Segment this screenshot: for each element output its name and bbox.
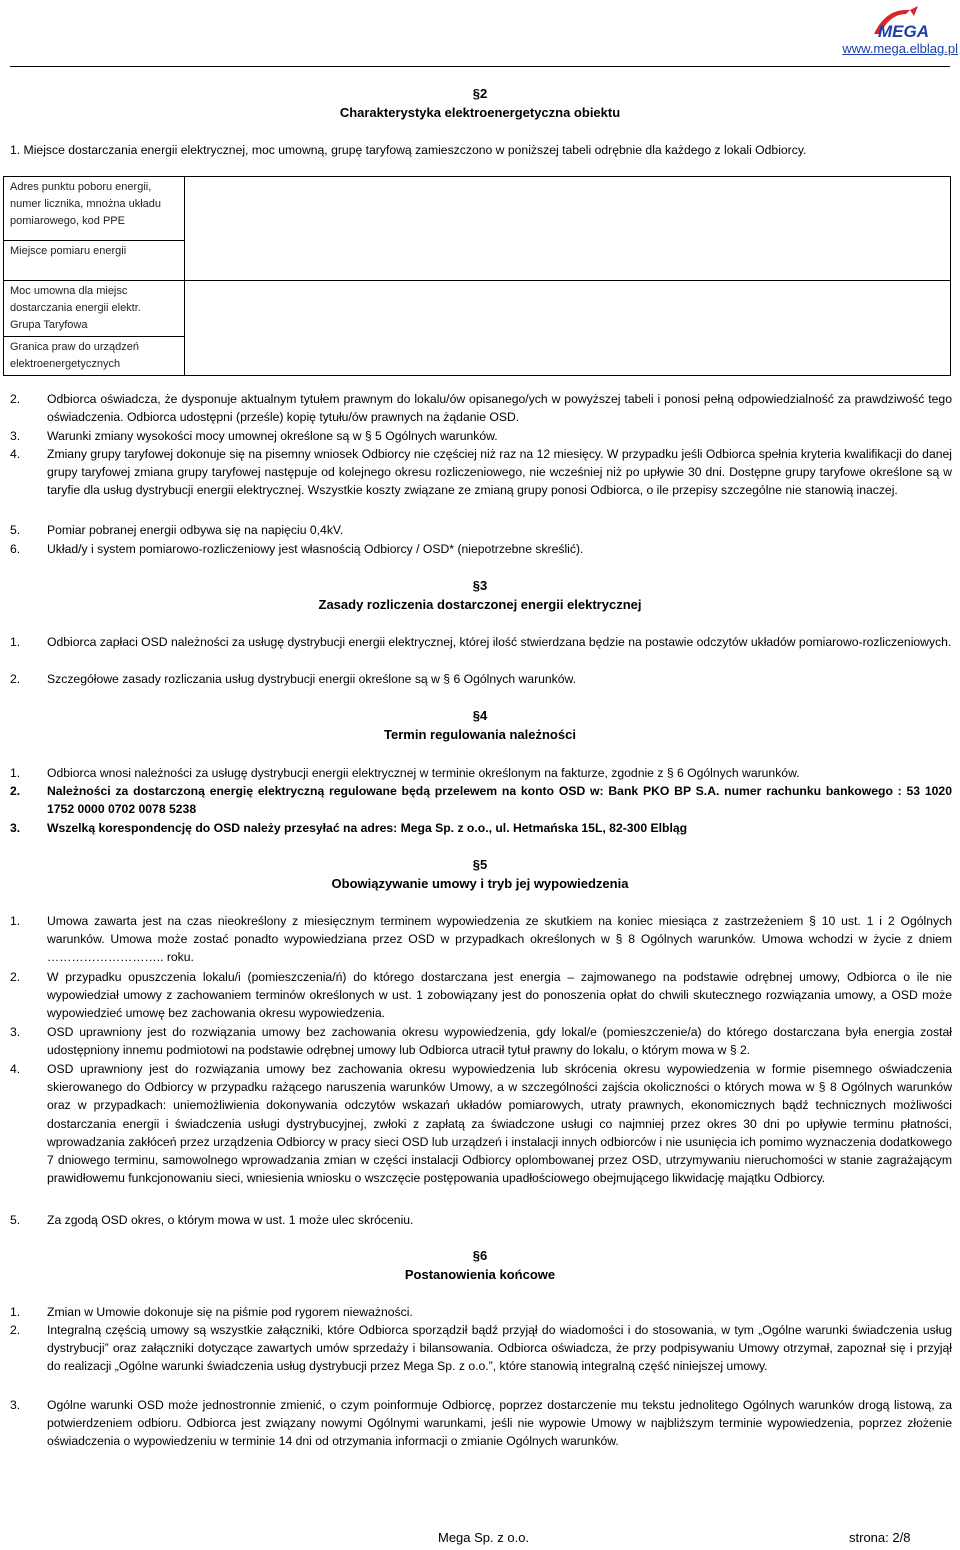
section-4-item-2: 2. Należności za dostarczoną energię elektryczną regulowane będą przelewem na konto OSD w: Bank PKO BP S.A. numer rachunku bankowego : 53 1020 1752 0000 0702 0078 5238	[10, 784, 952, 817]
contract-power-cell	[4, 281, 185, 337]
section-6-item-1: 1. Zmian w Umowie dokonuje się na piśmie pod rygorem nieważności.	[10, 1305, 413, 1319]
section-2-number: §2	[472, 86, 488, 101]
ownership-boundary-label: Granica praw do urządzeń elektroenergetycznych	[4, 337, 185, 376]
section-4-number: §4	[472, 708, 488, 723]
logo-text: MEGA	[878, 22, 929, 41]
footer-company: Mega Sp. z o.o.	[438, 1530, 530, 1545]
footer-page-number: strona: 2/8	[849, 1530, 911, 1545]
section-5-number: §5	[472, 857, 488, 872]
header-rule	[10, 66, 950, 67]
section-5-item-3: 3. OSD uprawniony jest do rozwiązania umowy bez zachowania okresu wypowiedzenia, gdy lokal/e (pomieszczenie/a) do którego dostarczana była energia został udostępniony innemu podmiotowi na podstawie odrębnej umowy lub Odbiorca utracił tytuł prawny do lokalu, o którym mowa w § 2.	[10, 1025, 952, 1058]
section-4-title: Termin regulowania należności	[384, 727, 576, 742]
ppe-address-label: Adres punktu poboru energii, numer licznika, mnożna układu pomiarowego, kod PPE	[4, 177, 185, 241]
section-3-item-1: 1. Odbiorca zapłaci OSD należności za usługę dystrybucji energii elektrycznej, której ilość stwierdzana będzie na postawie odczytów układów pomiarowo-rozliczeniowych.	[10, 635, 952, 649]
section-5-item-1: 1. Umowa zawarta jest na czas nieokreślony z miesięcznym terminem wypowiedzenia ze skutkiem na koniec miesiąca z zastrzeżeniem § 10 ust. 1 i 2 Ogólnych warunków. Umowa może zostać ponadto wypowiedziana przez OSD w przypadkach określonych w § 8 Ogólnych warunków. Umowa wchodzi w życie z dniem ……………………….. roku.	[10, 914, 952, 965]
section-4-item-1: 1. Odbiorca wnosi należności za usługę dystrybucji energii elektrycznej w terminie określonym na fakturze, zgodnie z § 6 Ogólnych warunków.	[10, 766, 800, 780]
section-4-item-3: 3. Wszelką korespondencję do OSD należy przesyłać na adres: Mega Sp. z o.o., ul. Hetmańska 15L, 82-300 Elbląg	[10, 821, 688, 835]
website-link[interactable]: www.mega.elblag.pl	[842, 41, 958, 56]
section-3-number: §3	[472, 578, 488, 593]
mega-logo	[866, 4, 930, 42]
section-2-paragraph-1: 1. Miejsce dostarczania energii elektrycznej, moc umowną, grupę taryfową zamieszczono w poniższej tabeli odrębnie dla każdego z lokali Odbiorcy.	[10, 143, 807, 157]
section-6-item-3: 3. Ogólne warunki OSD może jednostronnie zmienić, o czym poinformuje Odbiorcę, poprzez dostarczenie mu tekstu jednolitego Ogólnych warunków drogą listową, za potwierdzeniem odbioru. Odbiorca jest związany nowymi Ogólnymi warunkami, jeśli nie wypowie Umowy w najbliższym terminie wypowiedzenia, poprzez złożenie oświadczenia o wypowiedzeniu w terminie 14 dni od otrzymania informacji o zmianie Ogólnych warunków.	[10, 1398, 952, 1449]
ppe-address-value[interactable]	[185, 177, 951, 281]
section-2-title: Charakterystyka elektroenergetyczna obiektu	[339, 105, 621, 120]
ppe-table	[3, 176, 951, 376]
section-6-number: §6	[472, 1248, 488, 1263]
section-5-item-5: 5. Za zgodą OSD okres, o którym mowa w ust. 1 może ulec skróceniu.	[10, 1213, 414, 1227]
contract-power-value[interactable]	[185, 281, 951, 376]
section-2-item-2: 2. Odbiorca oświadcza, że dysponuje aktualnym tytułem prawnym do lokalu/ów opisanego/ych w powyższej tabeli i ponosi pełną odpowiedzialność za prawdziwość tego oświadczenia. Odbiorca udostępni (prześle) kopię tytułu/ów prawnych na żądanie OSD.	[10, 392, 952, 425]
section-6-item-2: 2. Integralną częścią umowy są wszystkie załączniki, które Odbiorca sporządził bądź przyjął do wiadomości i do stosowania, w tym „Ogólne warunki świadczenia usług dystrybucji” oraz załączniki dotyczące zawartych umów sprzedaży i bilansowania. Odbiorca oświadcza, że przy podpisywaniu Umowy otrzymał, zapoznał się i przyjął do realizacji „Ogólne warunki świadczenia usług dystrybucji przez Mega Sp. z o.o.”, które stanowią integralną część niniejszej umowy.	[10, 1323, 952, 1374]
section-5-item-2: 2. W przypadku opuszczenia lokalu/i (pomieszczenia/ń) do którego dostarczana jest energia – zajmowanego na podstawie odrębnej umowy, Odbiorca o ile nie wypowiedział umowy z zachowaniem terminów określonych w ust. 1 zobowiązany jest do ponoszenia opłat do chwili skutecznego rozwiązania umowy, a OSD może wypowiedzieć umowę bez zachowania okresu wypowiedzenia.	[10, 970, 952, 1021]
section-2-item-3: 3. Warunki zmiany wysokości mocy umownej określone są w § 5 Ogólnych warunków.	[10, 429, 498, 443]
section-3-title: Zasady rozliczenia dostarczonej energii elektrycznej	[318, 597, 642, 612]
contract-power-label: Moc umowna dla miejsc dostarczania energii elektr.	[10, 285, 141, 314]
section-5-item-4: 4. OSD uprawniony jest do rozwiązania umowy bez zachowania okresu wypowiedzenia lub skrócenia okresu wypowiedzenia w formie pisemnego oświadczenia skierowanego do Odbiorcy w przypadku rażącego naruszenia warunków Umowy, a w szczególności zajścia okoliczności o których mowa w § 8 Ogólnych warunków oraz w przypadkach: uniemożliwienia dokonywania odczytów wskazań układów pomiarowych, utraty prawnych, ekonomicznych bądź technicznych możliwości dostarczania energii i świadczenia usługi dystrybucyjnej, zwłoki z zapłatą za świadczone usługi co najmniej przez okres 30 dni po upływie terminu płatności, wprowadzania zakłóceń przez urządzenia Odbiorcy w pracy sieci OSD lub urządzeń i instalacji innych odbiorców i nie usunięcia ich pomimo wyznaczenia dodatkowego 7 dniowego terminu, samowolnego wprowadzania zmian w części instalacji Odbiorcy oplombowanej przez OSD, utrzymywaniu nieruchomości w stanie zagrażającym prawidłowemu funkcjonowaniu sieci, wniesienia wniosku o wszczęcie postępowania upadłościowego obejmującego likwidację majątku Odbiorcy.	[10, 1062, 952, 1186]
section-5-title: Obowiązywanie umowy i tryb jej wypowiedzenia	[331, 876, 629, 891]
metering-place-label: Miejsce pomiaru energii	[4, 241, 185, 281]
section-2-item-4: 4. Zmiany grupy taryfowej dokonuje się na pisemny wniosek Odbiorcy nie częściej niż raz na 12 miesięcy. W przypadku jeśli Odbiorca spełnia kryteria kwalifikacji do danej grupy taryfowej zmiana grupy taryfowej następuje od kolejnego okresu rozliczeniowego, nie wcześniej niż po upływie 30 dni. Dostępne grupy taryfowe określone są w taryfie dla usług dystrybucji energii elektrycznej. Wszystkie koszty związane ze zmianą grupy ponosi Odbiorca, o ile przepisy szczególne nie stanowią inaczej.	[10, 447, 952, 498]
section-2-item-5: 5. Pomiar pobranej energii odbywa się na napięciu 0,4kV.	[10, 523, 344, 537]
section-3-item-2: 2. Szczegółowe zasady rozliczania usług dystrybucji energii określone są w § 6 Ogólnych warunków.	[10, 672, 577, 686]
section-6-title: Postanowienia końcowe	[404, 1267, 556, 1282]
tariff-group-label: Grupa Taryfowa	[10, 319, 88, 331]
section-2-item-6: 6. Układ/y i system pomiarowo-rozliczeniowy jest własnością Odbiorcy / OSD* (niepotrzebne skreślić).	[10, 542, 584, 556]
